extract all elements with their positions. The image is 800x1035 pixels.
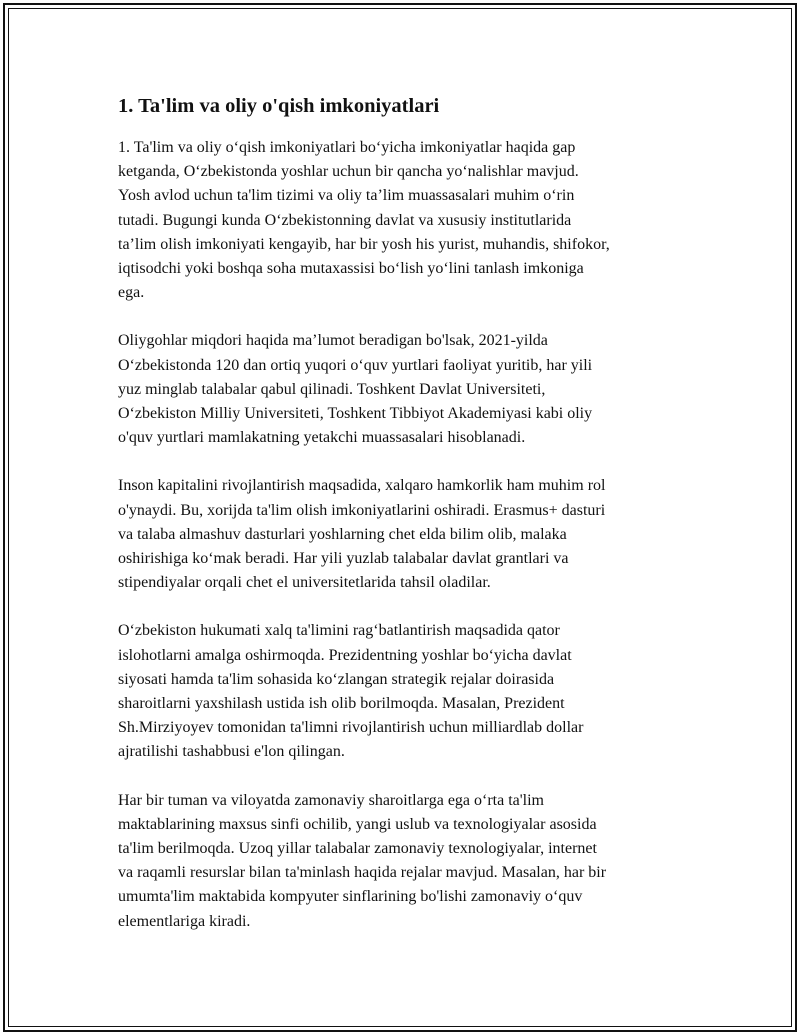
paragraph-line: tutadi. Bugungi kunda Oʻzbekistonning davlat va xususiy institutlarida <box>118 211 572 229</box>
page-title: 1. Ta'lim va oliy o'qish imkoniyatlari <box>118 95 440 117</box>
paragraph-line: stipendiyalar orqali chet el universitetlarida tahsil oladilar. <box>118 574 491 592</box>
paragraph-line: ketganda, Oʻzbekistonda yoshlar uchun bir qancha yoʻnalishlar mavjud. <box>118 163 579 181</box>
paragraph-line: ega. <box>118 284 145 302</box>
paragraph <box>118 619 688 764</box>
paragraph-line: ajratilishi tashabbusi e'lon qilingan. <box>118 743 345 761</box>
paragraph-line: taʼlim olish imkoniyati kengayib, har bir yosh his yurist, muhandis, shifokor, <box>118 235 610 253</box>
paragraph-line: iqtisodchi yoki boshqa soha mutaxassisi boʻlish yoʻlini tanlash imkoniga <box>118 260 584 278</box>
paragraph-line: Inson kapitalini rivojlantirish maqsadida, xalqaro hamkorlik ham muhim rol <box>118 477 606 495</box>
paragraph-line: 1. Ta'lim va oliy oʻqish imkoniyatlari boʻyicha imkoniyatlar haqida gap <box>118 139 576 156</box>
paragraph-line: Yosh avlod uchun ta'lim tizimi va oliy taʼlim muassasalari muhim oʻrin <box>118 187 575 205</box>
paragraph-line: elementlariga kiradi. <box>118 912 251 930</box>
paragraph-line: sharoitlarni yaxshilash ustida ish olib borilmoqda. Masalan, Prezident <box>118 695 565 713</box>
paragraph-line: va talaba almashuv dasturlari yoshlarning chet elda bilim olib, malaka <box>118 525 567 543</box>
paragraph-line: o'quv yurtlari mamlakatning yetakchi muassasalari hisoblanadi. <box>118 429 526 447</box>
paragraph <box>118 136 688 305</box>
paragraph-line: Oʻzbekiston Milliy Universiteti, Toshkent Tibbiyot Akademiyasi kabi oliy <box>118 405 593 423</box>
paragraph-line: umumta'lim maktabida kompyuter sinflarining bo'lishi zamonaviy oʻquv <box>118 888 583 906</box>
paragraph-line: Oʻzbekistonda 120 dan ortiq yuqori oʻquv yurtlari faoliyat yuritib, har yili <box>118 356 593 374</box>
paragraph-line: Oʻzbekiston hukumati xalq ta'limini ragʻbatlantirish maqsadida qator <box>118 622 560 640</box>
paragraph-line: siyosati hamda ta'lim sohasida koʻzlangan strategik rejalar doirasida <box>118 670 555 688</box>
paragraph-line: o'ynaydi. Bu, xorijda ta'lim olish imkoniyatlarini oshiradi. Erasmus+ dasturi <box>118 501 606 519</box>
paragraph-line: Har bir tuman va viloyatda zamonaviy sharoitlarga ega oʻrta ta'lim <box>118 791 544 809</box>
paragraph-line: oshirishiga koʻmak beradi. Har yili yuzlab talabalar davlat grantlari va <box>118 550 569 568</box>
paragraph-line: ta'lim berilmoqda. Uzoq yillar talabalar zamonaviy texnologiyalar, internet <box>118 840 597 858</box>
paragraph <box>118 329 688 450</box>
paragraph-line: Sh.Mirziyoyev tomonidan ta'limni rivojlantirish uchun milliardlab dollar <box>118 719 584 737</box>
paragraph-line: maktablarining maxsus sinfi ochilib, yangi uslub va texnologiyalar asosida <box>118 815 597 833</box>
document-body <box>118 90 688 958</box>
paragraph-line: va raqamli resurslar bilan ta'minlash haqida rejalar mavjud. Masalan, har bir <box>118 864 607 882</box>
paragraph-line: yuz minglab talabalar qabul qilinadi. Toshkent Davlat Universiteti, <box>118 380 546 398</box>
paragraph <box>118 474 688 595</box>
paragraph <box>118 789 688 934</box>
paragraph-line: islohotlarni amalga oshirmoqda. Prezidentning yoshlar boʻyicha davlat <box>118 646 572 664</box>
paragraph-line: Oliygohlar miqdori haqida maʼlumot beradigan bo'lsak, 2021-yilda <box>118 332 548 350</box>
